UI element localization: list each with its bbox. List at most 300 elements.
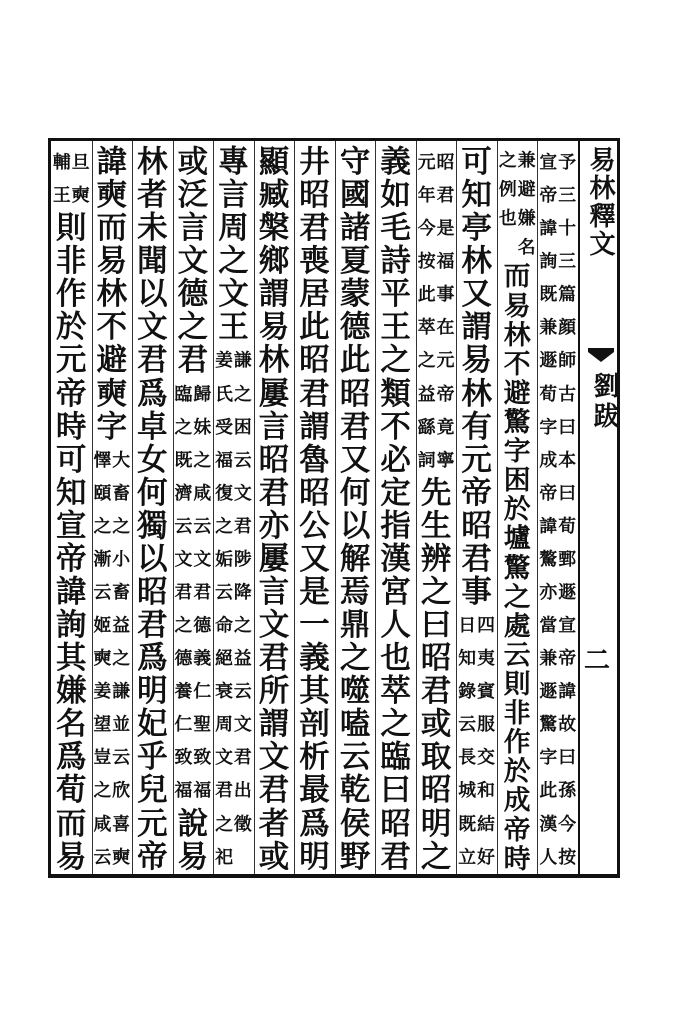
glyph: 漢 (539, 813, 558, 835)
glyph: 侯 (339, 805, 371, 842)
glyph: 之 (233, 383, 252, 405)
glyph: 事 (436, 284, 455, 306)
glyph: 云 (233, 681, 252, 703)
glyph: 帝 (56, 375, 87, 412)
glyph: 遯 (539, 681, 558, 703)
glyph: 辨 (420, 540, 452, 577)
interlinear-note (51, 146, 92, 212)
glyph: 亦 (539, 582, 558, 604)
main-text (416, 474, 457, 875)
glyph: 昭 (436, 152, 455, 173)
glyph: 德 (339, 309, 371, 346)
note-line (72, 146, 90, 212)
page-number: 二 (584, 646, 611, 676)
glyph: 云 (93, 846, 112, 868)
glyph: 亦 (258, 507, 290, 544)
glyph: 好 (477, 846, 495, 868)
glyph: 之 (420, 574, 452, 611)
glyph: 此 (339, 342, 371, 379)
glyph: 出 (233, 780, 252, 802)
glyph: 居 (299, 276, 330, 313)
glyph: 君 (258, 640, 290, 677)
glyph: 王 (218, 309, 249, 346)
glyph: 乎 (137, 739, 168, 776)
glyph: 所 (258, 673, 290, 710)
glyph: 驚 (503, 552, 531, 584)
glyph: 之 (420, 838, 452, 875)
glyph: 言 (258, 408, 290, 445)
glyph: 養 (174, 681, 193, 703)
glyph: 帝 (436, 383, 455, 405)
glyph: 爲 (299, 805, 330, 842)
glyph: 荀 (56, 772, 87, 809)
glyph: 云 (233, 449, 252, 471)
glyph: 篇 (558, 284, 577, 306)
glyph: 鄄 (558, 548, 577, 570)
glyph: 宮 (380, 574, 411, 611)
glyph: 君 (233, 515, 252, 537)
interlinear-note (456, 609, 497, 874)
glyph: 國 (339, 177, 371, 214)
glyph: 君 (420, 673, 452, 710)
glyph: 益 (112, 615, 131, 637)
glyph: 文 (174, 548, 193, 570)
glyph: 曰 (558, 416, 577, 438)
glyph: 奭 (112, 846, 131, 868)
glyph: 云 (93, 582, 112, 604)
glyph: 又 (299, 540, 330, 577)
glyph: 氏 (215, 383, 233, 405)
glyph: 是 (436, 218, 455, 240)
spine-column (582, 146, 618, 258)
glyph: 妹 (193, 416, 212, 438)
glyph: 君 (233, 747, 252, 769)
glyph: 平 (380, 276, 411, 313)
glyph: 遯 (558, 582, 577, 604)
glyph: 何 (339, 474, 371, 511)
glyph: 林 (503, 319, 531, 351)
glyph: 之 (112, 515, 131, 537)
glyph: 周 (215, 714, 233, 736)
glyph: 解 (339, 540, 371, 577)
glyph: 可 (461, 144, 492, 180)
glyph: 咸 (93, 813, 112, 835)
glyph: 賓 (477, 681, 495, 703)
glyph: 之 (93, 780, 112, 802)
glyph: 君 (258, 474, 290, 511)
glyph: 或 (177, 144, 209, 180)
glyph: 臨 (174, 383, 193, 405)
glyph: 生 (420, 507, 452, 544)
glyph: 屢 (258, 540, 290, 577)
glyph: 既 (174, 449, 193, 471)
glyph: 姜 (215, 350, 233, 372)
glyph: 何 (137, 474, 168, 511)
note-line (112, 444, 130, 874)
glyph: 城 (458, 780, 477, 802)
glyph: 長 (458, 747, 477, 769)
spine-author: 劉跋 (589, 372, 619, 432)
text-column (456, 146, 497, 874)
glyph: 欣 (112, 780, 131, 802)
glyph: 云 (112, 747, 131, 769)
glyph: 可 (56, 441, 87, 478)
glyph: 噬 (339, 673, 371, 710)
glyph: 嫌 (56, 673, 87, 710)
glyph: 當 (539, 615, 558, 637)
text-column (132, 146, 173, 874)
glyph: 元 (56, 342, 87, 379)
glyph: 既 (539, 284, 558, 306)
glyph: 諱 (96, 144, 128, 180)
glyph: 詢 (539, 251, 558, 273)
text-column (537, 146, 578, 874)
glyph: 妃 (137, 706, 168, 743)
main-text (51, 212, 92, 874)
glyph: 奭 (96, 375, 128, 412)
glyph: 錄 (458, 681, 477, 703)
glyph: 困 (233, 416, 252, 438)
glyph: 最 (299, 772, 330, 809)
note-line (93, 444, 111, 874)
glyph: 如 (380, 177, 411, 214)
glyph: 則 (56, 210, 87, 247)
text-column (213, 146, 254, 874)
glyph: 之 (174, 416, 193, 438)
glyph: 而 (56, 805, 87, 842)
glyph: 兼 (517, 150, 536, 171)
glyph: 有 (461, 408, 492, 445)
glyph: 鼎 (339, 607, 371, 644)
glyph: 之 (218, 243, 249, 280)
glyph: 云 (503, 639, 531, 671)
glyph: 遯 (539, 350, 558, 372)
glyph: 文 (215, 747, 233, 769)
glyph: 姜 (93, 681, 112, 703)
glyph: 時 (56, 408, 87, 445)
note-line (234, 344, 252, 873)
glyph: 或 (258, 838, 290, 875)
glyph: 而 (96, 210, 128, 247)
fish-tail-mark-icon (588, 348, 614, 366)
glyph: 或 (420, 706, 452, 743)
glyph: 致 (174, 747, 193, 769)
main-text (335, 146, 376, 874)
glyph: 在 (436, 317, 455, 339)
note-line (215, 344, 233, 873)
glyph: 不 (503, 348, 531, 380)
glyph: 宣 (558, 615, 577, 637)
glyph: 井 (299, 144, 330, 180)
glyph: 喪 (299, 243, 330, 280)
glyph: 析 (299, 739, 330, 776)
glyph: 夷 (477, 648, 495, 670)
glyph: 君 (258, 772, 290, 809)
glyph: 焉 (339, 574, 371, 611)
glyph: 公 (299, 507, 330, 544)
glyph: 指 (380, 507, 411, 544)
glyph: 結 (477, 813, 495, 835)
glyph: 昭 (461, 507, 492, 544)
glyph: 降 (233, 582, 252, 604)
glyph: 之 (93, 515, 112, 537)
glyph: 云 (458, 714, 477, 736)
glyph: 曰 (558, 747, 577, 769)
glyph: 顔 (558, 317, 577, 339)
glyph: 謂 (299, 408, 330, 445)
glyph: 例 (498, 179, 517, 201)
glyph: 夏 (339, 243, 371, 280)
glyph: 以 (137, 540, 168, 577)
glyph: 諱 (558, 681, 577, 703)
glyph: 嗑 (339, 706, 371, 743)
glyph: 乾 (339, 772, 371, 809)
glyph: 望 (93, 714, 112, 736)
glyph: 專 (218, 144, 249, 180)
note-line (558, 146, 576, 874)
glyph: 昭 (258, 441, 290, 478)
glyph: 和 (477, 780, 495, 802)
glyph: 曰 (380, 772, 411, 809)
glyph: 其 (299, 673, 330, 710)
glyph: 也 (498, 208, 517, 230)
glyph: 今 (558, 813, 577, 835)
glyph: 日 (458, 615, 477, 637)
main-text (456, 146, 497, 609)
glyph: 頤 (93, 482, 112, 504)
glyph: 義 (380, 144, 411, 180)
glyph: 易 (258, 309, 290, 346)
glyph: 兼 (539, 648, 558, 670)
glyph: 聖 (193, 714, 212, 736)
glyph: 野 (339, 838, 371, 875)
glyph: 三 (558, 251, 577, 273)
glyph: 知 (461, 177, 492, 214)
glyph: 按 (417, 251, 436, 273)
glyph: 福 (436, 251, 455, 273)
glyph: 帝 (56, 540, 87, 577)
main-text (375, 146, 416, 874)
glyph: 於 (56, 309, 87, 346)
main-text (92, 146, 133, 444)
glyph: 濟 (174, 482, 193, 504)
main-text (497, 262, 538, 873)
glyph: 君 (193, 582, 212, 604)
glyph: 類 (380, 375, 411, 412)
glyph: 之 (503, 581, 531, 613)
glyph: 奭 (93, 648, 112, 670)
note-line (53, 146, 71, 212)
glyph: 魯 (299, 441, 330, 478)
glyph: 文 (233, 482, 252, 504)
glyph: 知 (458, 648, 477, 670)
glyph: 爲 (137, 640, 168, 677)
glyph: 福 (193, 780, 212, 802)
glyph: 帝 (539, 482, 558, 504)
glyph: 字 (96, 408, 128, 445)
glyph: 君 (461, 540, 492, 577)
glyph: 此 (539, 780, 558, 802)
glyph: 昭 (137, 574, 168, 611)
glyph: 非 (56, 243, 87, 280)
glyph: 今 (417, 218, 436, 240)
glyph: 奭 (96, 177, 128, 214)
glyph: 避 (503, 377, 531, 409)
glyph: 明 (420, 805, 452, 842)
glyph: 林 (96, 276, 128, 313)
glyph: 元 (417, 152, 436, 173)
glyph: 而 (503, 261, 531, 293)
glyph: 林 (258, 342, 290, 379)
glyph: 知 (56, 474, 87, 511)
glyph: 君 (177, 342, 209, 379)
glyph: 字 (539, 416, 558, 438)
glyph: 昭 (299, 342, 330, 379)
text-column (294, 146, 335, 874)
main-text (294, 146, 335, 874)
glyph: 毛 (380, 210, 411, 247)
note-line (193, 378, 211, 808)
glyph: 按 (558, 846, 577, 868)
glyph: 兼 (539, 317, 558, 339)
glyph: 義 (193, 648, 212, 670)
glyph: 臧 (258, 177, 290, 214)
glyph: 三 (558, 185, 577, 207)
glyph: 周 (218, 210, 249, 247)
glyph: 明 (299, 838, 330, 875)
glyph: 孫 (558, 780, 577, 802)
glyph: 壚 (503, 523, 531, 555)
glyph: 作 (56, 276, 87, 313)
glyph: 君 (339, 408, 371, 445)
glyph: 君 (299, 210, 330, 247)
glyph: 萃 (417, 317, 436, 339)
glyph: 受 (215, 416, 233, 438)
glyph: 剖 (299, 706, 330, 743)
glyph: 字 (503, 436, 531, 468)
main-text (213, 146, 254, 344)
glyph: 亭 (461, 210, 492, 247)
glyph: 服 (477, 714, 495, 736)
glyph: 先 (420, 474, 452, 511)
glyph: 者 (258, 805, 290, 842)
glyph: 昭 (339, 375, 371, 412)
text-column (375, 146, 416, 874)
glyph: 文 (258, 739, 290, 776)
glyph: 困 (503, 465, 531, 497)
glyph: 昭 (420, 772, 452, 809)
glyph: 定 (380, 474, 411, 511)
interlinear-note (173, 378, 214, 808)
glyph: 諱 (539, 515, 558, 537)
glyph: 繇 (417, 416, 436, 438)
glyph: 者 (137, 177, 168, 214)
glyph: 王 (52, 185, 71, 207)
glyph: 也 (380, 640, 411, 677)
glyph: 言 (218, 177, 249, 214)
glyph: 事 (461, 574, 492, 611)
glyph: 不 (96, 309, 128, 346)
text-column (254, 146, 295, 874)
glyph: 顯 (258, 144, 290, 180)
glyph: 易 (96, 243, 128, 280)
glyph: 交 (477, 747, 495, 769)
interlinear-note (213, 344, 254, 873)
glyph: 名 (56, 706, 87, 743)
glyph: 易 (461, 342, 492, 379)
glyph: 爲 (137, 375, 168, 412)
glyph: 祀 (215, 846, 233, 868)
glyph: 鄉 (258, 243, 290, 280)
note-line (418, 146, 436, 477)
glyph: 宣 (539, 152, 558, 173)
glyph: 卓 (137, 408, 168, 445)
glyph: 君 (137, 342, 168, 379)
glyph: 帝 (137, 838, 168, 875)
glyph: 云 (339, 739, 371, 776)
note-line (518, 146, 536, 262)
glyph: 王 (380, 309, 411, 346)
text-column (51, 146, 92, 874)
text-column (335, 146, 376, 874)
glyph: 仁 (193, 681, 212, 703)
glyph: 文 (233, 714, 252, 736)
glyph: 槃 (258, 210, 290, 247)
glyph: 曰 (420, 607, 452, 644)
text-column (92, 146, 133, 874)
glyph: 言 (258, 574, 290, 611)
glyph: 之 (215, 515, 233, 537)
glyph: 德 (193, 615, 212, 637)
glyph: 姬 (93, 615, 112, 637)
interlinear-note (416, 146, 457, 477)
glyph: 荀 (558, 515, 577, 537)
glyph: 守 (339, 144, 371, 180)
glyph: 爲 (56, 739, 87, 776)
glyph: 林 (461, 243, 492, 280)
spine-title: 易林釋文 (585, 146, 615, 258)
glyph: 昭 (299, 177, 330, 214)
glyph: 陟 (233, 548, 252, 570)
glyph: 謂 (461, 309, 492, 346)
glyph: 萃 (380, 673, 411, 710)
glyph: 畜 (112, 582, 131, 604)
glyph: 竟 (436, 416, 455, 438)
glyph: 予 (558, 152, 577, 173)
glyph: 未 (137, 210, 168, 247)
glyph: 易 (503, 290, 531, 322)
glyph: 既 (458, 813, 477, 835)
glyph: 喜 (112, 813, 131, 835)
glyph: 帝 (558, 648, 577, 670)
glyph: 成 (539, 449, 558, 471)
glyph: 說 (177, 805, 209, 842)
glyph: 取 (420, 739, 452, 776)
interlinear-note (537, 146, 578, 874)
glyph: 德 (177, 276, 209, 313)
glyph: 易 (177, 838, 209, 875)
glyph: 處 (503, 610, 531, 642)
glyph: 文 (218, 276, 249, 313)
glyph: 言 (177, 210, 209, 247)
glyph: 立 (458, 846, 477, 868)
glyph: 漸 (93, 548, 112, 570)
glyph: 聞 (137, 243, 168, 280)
note-line (458, 609, 476, 874)
glyph: 文 (193, 548, 212, 570)
glyph: 作 (503, 727, 531, 759)
glyph: 之 (380, 342, 411, 379)
